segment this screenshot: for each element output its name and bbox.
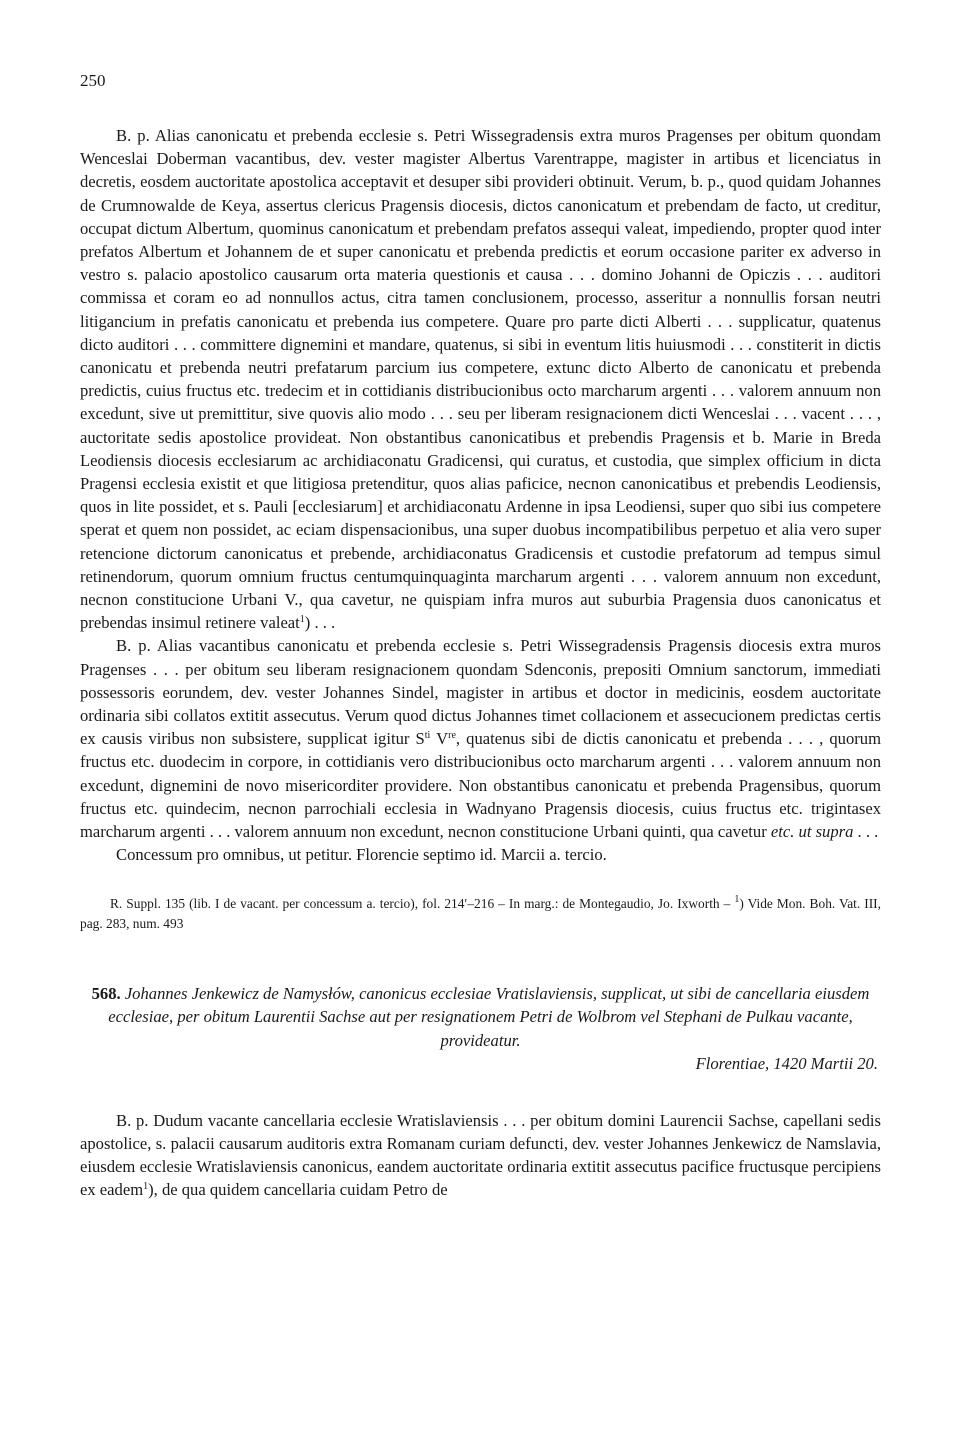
footnote-text: R. Suppl. 135 (lib. I de vacant. per concessum a. tercio), fol. 214′–216 – In marg.: de Montegaudio, Jo. Ixworth – [110,895,735,911]
paragraph-2-end: . . . [853,822,879,842]
paragraph-1-text: B. p. Alias canonicatu et prebenda ecclesie s. Petri Wissegradensis extra muros Pragenses per obitum quondam Wenceslai Doberman vacantibus, dev. vester magister Albertus Varentrappe, magister in artibus et licenciatus in decretis, eosdem auctoritate apostolica acceptavit et desuper sibi provideri obtinuit. Verum, b. p., quod quidam Johannes de Crumnowalde de Keya, assertus clericus Pragensis diocesis, dictos canonicatum et prebendam de facto, ut creditur, occupat dictum Albertum, quominus canonicatum et prebendam prefatos assequi valeat, impediendo, propter quod inter prefatos Albertum et Johannem de et super canonicatu et prebenda predictis et eorum occasione pariter ex adverso in vestro s. palacio apostolico causarum orta materia questionis et causa . . . domino Johanni de Opiczis . . . auditori commissa et coram eo ad nonnullos actus, citra tamen conclusionem, processo, asseritur a nonnullis forsan neutri litigancium in prefatis canonicatu et prebenda ius competere. Quare pro parte dicti Alberti . . . supplicatur, quatenus dicto auditori . . . committere dignemini et mandare, quatenus, si sibi in eventum litis huiusmodi . . . constiterit in dictis canonicatu et prebenda neutri prefatarum parcium ius competere, extunc dicto Alberto de canonicatu et prebenda predictis, cuius fructus etc. tredecim et in cottidianis distribucionibus octo marcharum argenti . . . valorem annuum non excedunt, sive ut premittitur, sive quovis alio modo . . . seu per liberam resignacionem dicti Wenceslai . . . vacent . . . , auctoritate sedis apostolice provideat. Non obstantibus canonicatibus et prebendis Pragensis et b. Marie in Breda Leodiensis diocesis ecclesiarum ac archidiaconatu Gradicensi, qui curatus, et custodia, que simplex officium in dicta Pragensi ecclesia existit et que litigiosa pretenditur, quos alias paficice, necnon canonicatibus et prebendis Leodiensis, quos in lite possidet, et s. Pauli [ecclesiarum] et archidiaconatu Ardenne in ipsa Leodiensi, super quo sibi ius competere sperat et quem non possidet, ac eciam dispensacionibus, una super duobus incompatibilibus perpetuo et alia vero super retencione dictorum canonicatus et prebende, archidiaconatus Gradicensis et custodie prefatorum ad tempus simul retinendorum, quorum omnium fructus centumquinquaginta marcharum argenti . . . valorem annuum non excedunt, necnon constitucione Urbani V., qua cavetur, ne quispiam infra muros aut suburbia Pragensia duos canonicatus et prebendas insimul retinere valeat [80,126,881,633]
page [80,70,881,1201]
entry-number: 568. [91,983,121,1003]
paragraph-concessum: Concessum pro omnibus, ut petitur. Florencie septimo id. Marcii a. tercio. [116,845,607,865]
paragraph-2-text-c: , quatenus sibi de dictis canonicatu et prebenda . . . , quorum fructus etc. duodecim in corpore, in cottidianis vero distribucionibus octo marcharum argenti . . . valorem annuum non excedunt, dignemini de novo misericorditer providere. Non obstantibus canonicatu et prebenda Pragensibus, quorum fructus etc. quindecim, necnon parrochiali ecclesia in Wadnyano Pragensis diocesis, cuius fructus etc. trigintasex marcharum argenti . . . valorem annuum non excedunt, necnon constitucione Urbani quinti, qua cavetur [80,729,881,842]
entry-body-text-a: B. p. Dudum vacante cancellaria ecclesie Wratislaviensis . . . per obitum domini Laurencii Sachse, capellani sedis apostolice, s. palacii causarum auditoris extra Romanam curiam defuncti, dev. vester Johannes Jenkewicz de Namslavia, eiusdem ecclesie Wratislaviensis canonicus, eandem auctoritate ordinaria extitit assecutus pacifice fructusque percipiens ex eadem [80,1110,881,1200]
paragraph-2-text-a: B. p. Alias vacantibus canonicatu et prebenda ecclesie s. Petri Wissegradensis Pragensis diocesis extra muros Pragenses . . . per obitum seu liberam resignacionem quondam Sdenconis, prepositi Omnium sanctorum, immediati possessoris eorundem, dev. vester Johannes Sindel, magister in artibus et doctor in medicinis, eosdem auctoritate ordinaria sibi collatos extitit assecutus. Verum quod dictus Johannes timet collacionem et assecucionem predictas certis ex causis viribus non subsistere, supplicat igitur S [80,636,881,749]
paragraph-2 [80,634,881,843]
superscript-ti: ti [424,730,431,742]
entry-heading-text: Johannes Jenkewicz de Namysłów, canonicus ecclesiae Vratislaviensis, supplicat, ut sibi de cancellaria eiusdem ecclesiae, per obitum Laurentii Sachse aut per resignationem Petri de Wolbrom vel Stephani de Pulkau vacante, provideatur. [108,983,870,1050]
entry-body-text-b: ), de qua quidem cancellaria cuidam Petro de [148,1180,448,1200]
paragraph-1-end: ) . . . [304,613,336,633]
footnote-ref: 1 [299,614,305,626]
entry-date: Florentiae, 1420 Martii 20. [695,1054,878,1073]
paragraph-1 [80,124,881,634]
paragraph-2-italic: etc. ut supra [770,822,854,842]
entry-heading [80,982,881,1053]
page-number: 250 [80,71,106,90]
footnote [80,894,881,934]
footnote-tail: ) Vide Mon. Boh. Vat. III, pag. 283, num. 493 [80,895,881,931]
entry-body-sup: 1 [143,1181,149,1193]
superscript-re: re [448,730,456,742]
entry-body [80,1109,881,1202]
footnote-sup: 1 [734,893,740,905]
paragraph-2-text-b: V [430,729,449,749]
